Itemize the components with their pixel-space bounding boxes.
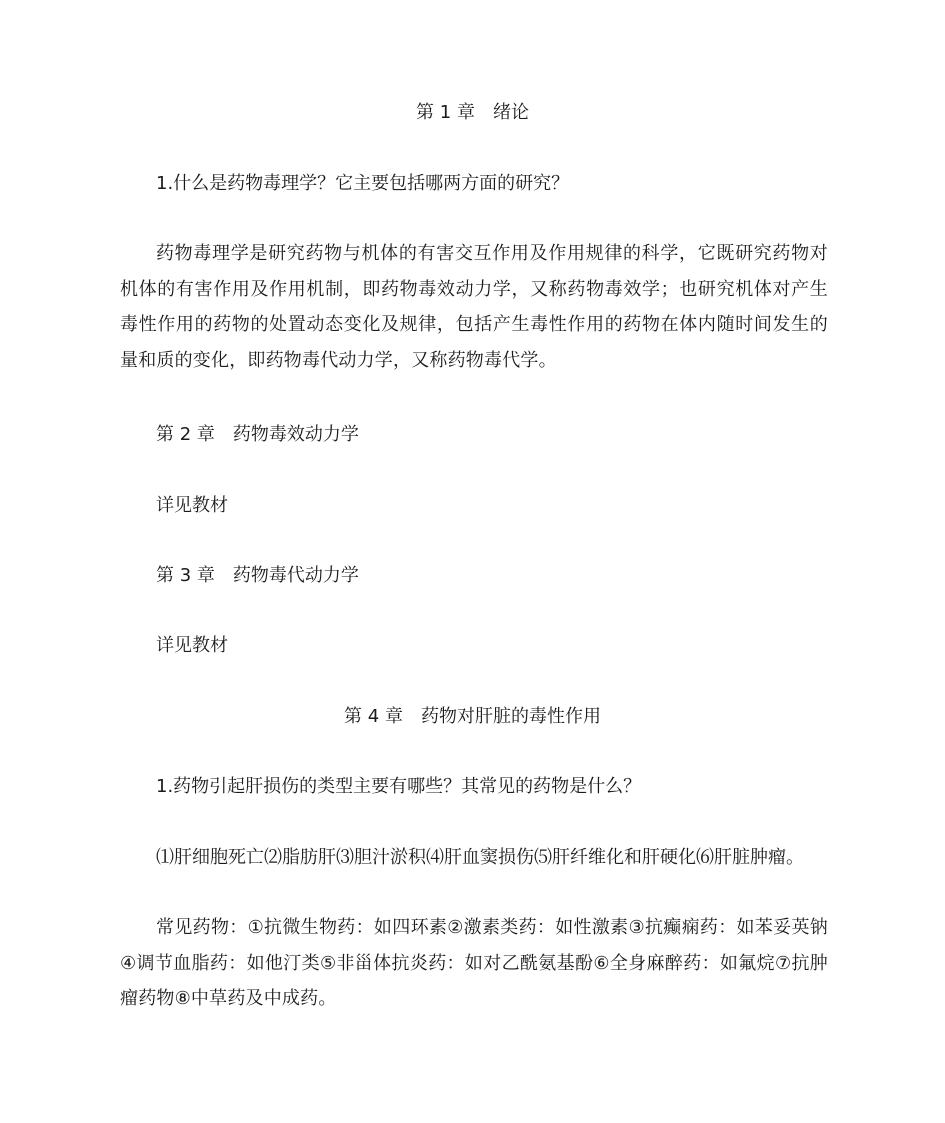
chapter-4-answer-drugs: 常见药物：①抗微生物药：如四环素②激素类药：如性激素③抗癫痫药：如苯妥英钠④调节血脂药：如他汀类⑤非甾体抗炎药：如对乙酰氨基酚⑥全身麻醉药：如氟烷⑦抗肿瘤药物⑧中草药及中成药。 — [120, 917, 828, 1009]
chapter-1-question-1: 1.什么是药物毒理学？它主要包括哪两方面的研究？ — [156, 173, 570, 194]
chapter-2-note: 详见教材 — [156, 495, 228, 516]
chapter-4-question-1: 1.药物引起肝损伤的类型主要有哪些？其常见的药物是什么？ — [156, 776, 642, 797]
chapter-4-title: 第 4 章 药物对肝脏的毒性作用 — [344, 706, 601, 727]
chapter-1-answer-1: 药物毒理学是研究药物与机体的有害交互作用及作用规律的科学，它既研究药物对机体的有害作用及作用机制，即药物毒效动力学，又称药物毒效学；也研究机体对产生毒性作用的药物的处置动态变化及规律，包括产生毒性作用的药物在体内随时间发生的量和质的变化，即药物毒代动力学，又称药物毒代学。 — [120, 243, 828, 371]
chapter-4-answer-types: ⑴肝细胞死亡⑵脂肪肝⑶胆汁淤积⑷肝血窦损伤⑸肝纤维化和肝硬化⑹肝脏肿瘤。 — [156, 847, 804, 868]
chapter-1-title: 第 1 章 绪论 — [416, 102, 529, 123]
chapter-3-note: 详见教材 — [156, 635, 228, 656]
chapter-3-title: 第 3 章 药物毒代动力学 — [156, 565, 359, 586]
chapter-2-title: 第 2 章 药物毒效动力学 — [156, 424, 359, 445]
